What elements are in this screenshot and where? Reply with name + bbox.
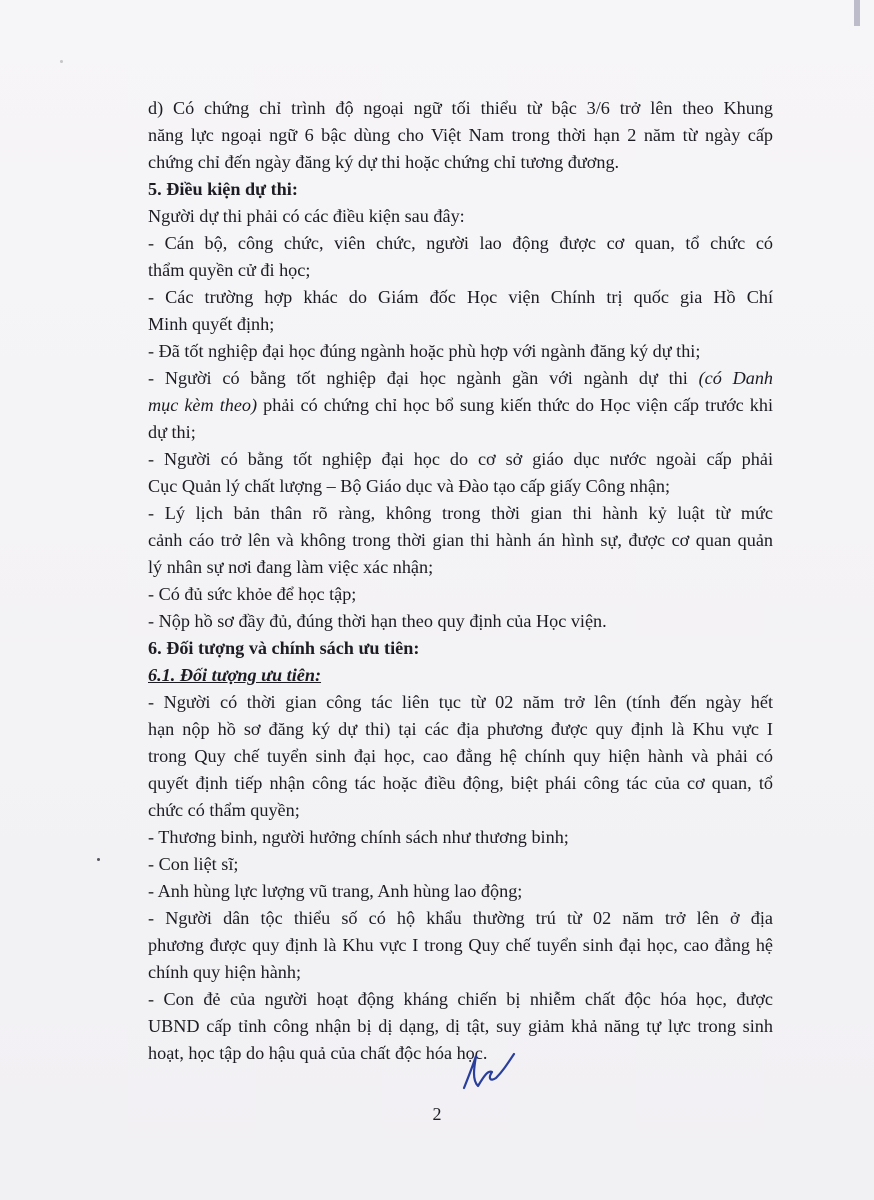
priority-item: - Người có thời gian công tác liên tục từ 02 năm trở lên (tính đến ngày hết hạn nộp hồ sơ đăng ký dự thi) tại các địa phương được quy định là Khu vực I trong Quy chế tuyển sinh đại học, cao đẳng hệ chính quy hiện hành và phải có quyết định tiếp nhận công tác hoặc điều động, biệt phái công tác của cơ quan, tổ chức có thẩm quyền; bbox=[148, 692, 773, 820]
priority-item: - Con đẻ của người hoạt động kháng chiến bị nhiễm chất độc hóa học, được UBND cấp tỉnh công nhận bị dị dạng, dị tật, suy giảm khả năng tự lực trong sinh hoạt, học tập do hậu quả của chất độc hóa học. bbox=[148, 989, 773, 1063]
condition-item: - Các trường hợp khác do Giám đốc Học viện Chính trị quốc gia Hồ Chí Minh quyết định; bbox=[148, 287, 773, 334]
condition-item: - Người có bằng tốt nghiệp đại học ngành gần với ngành dự thi (có Danh mục kèm theo) phải có chứng chỉ học bổ sung kiến thức do Học viện cấp trước khi dự thi; bbox=[148, 368, 774, 442]
scan-edge-mark bbox=[854, 0, 860, 26]
page-number: 2 bbox=[432, 1104, 442, 1124]
priority-item: - Con liệt sĩ; bbox=[148, 854, 239, 874]
priority-item: - Anh hùng lực lượng vũ trang, Anh hùng lao động; bbox=[148, 881, 523, 901]
scan-speck bbox=[97, 858, 100, 861]
initials-signature bbox=[458, 1048, 518, 1094]
condition-item: - Đã tốt nghiệp đại học đúng ngành hoặc phù hợp với ngành đăng ký dự thi; bbox=[148, 341, 701, 361]
condition-item: - Lý lịch bản thân rõ ràng, không trong thời gian thi hành kỷ luật từ mức cảnh cáo trở lên và không trong thời gian thi hành án hình sự, được cơ quan quản lý nhân sự nơi đang làm việc xác nhận; bbox=[148, 503, 773, 577]
section-5-heading: 5. Điều kiện dự thi: bbox=[148, 179, 298, 199]
priority-item: - Thương binh, người hưởng chính sách như thương binh; bbox=[148, 827, 569, 847]
document-body bbox=[101, 95, 773, 1067]
section-6-heading: 6. Đối tượng và chính sách ưu tiên: bbox=[148, 638, 420, 658]
condition-item: - Cán bộ, công chức, viên chức, người lao động được cơ quan, tổ chức có thẩm quyền cử đi học; bbox=[148, 233, 773, 280]
condition-item: - Người có bằng tốt nghiệp đại học do cơ sở giáo dục nước ngoài cấp phải Cục Quản lý chất lượng – Bộ Giáo dục và Đào tạo cấp giấy Công nhận; bbox=[148, 449, 773, 496]
paragraph-d-foreign-language: d) Có chứng chỉ trình độ ngoại ngữ tối thiểu từ bậc 3/6 trở lên theo Khung năng lực ngoại ngữ 6 bậc dùng cho Việt Nam trong thời hạn 2 năm từ ngày cấp chứng chỉ đến ngày đăng ký dự thi hoặc chứng chỉ tương đương. bbox=[148, 98, 773, 172]
scan-speck bbox=[60, 60, 63, 63]
priority-item: - Người dân tộc thiểu số có hộ khẩu thường trú từ 02 năm trở lên ở địa phương được quy định là Khu vực I trong Quy chế tuyển sinh đại học, cao đẳng hệ chính quy hiện hành; bbox=[148, 908, 773, 982]
section-5-intro: Người dự thi phải có các điều kiện sau đây: bbox=[148, 206, 465, 226]
condition-item: - Nộp hồ sơ đầy đủ, đúng thời hạn theo quy định của Học viện. bbox=[148, 611, 607, 631]
condition-item: - Có đủ sức khỏe để học tập; bbox=[148, 584, 357, 604]
section-6-1-subheading: 6.1. Đối tượng ưu tiên: bbox=[148, 665, 322, 685]
